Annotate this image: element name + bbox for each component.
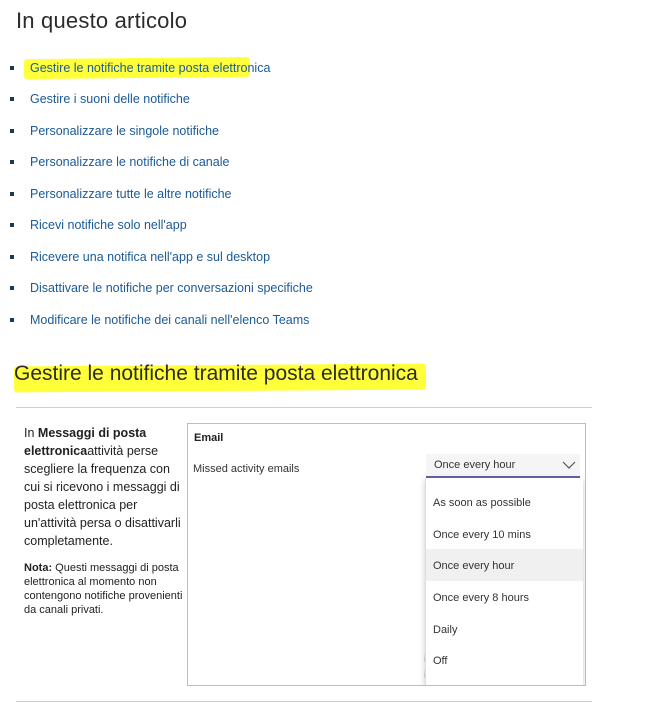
toc-link-app-only[interactable]: Ricevi notifiche solo nell'app xyxy=(30,218,187,232)
bullet-icon xyxy=(10,286,14,290)
bullet-icon xyxy=(10,160,14,164)
option-asap[interactable]: As soon as possible xyxy=(433,497,531,509)
bullet-icon xyxy=(10,255,14,259)
panel-title: Email xyxy=(194,432,224,444)
note-text: Questi messaggi di posta elettronica al momento non contengono notifiche provenienti da canali privati. xyxy=(24,562,183,616)
option-10-mins[interactable]: Once every 10 mins xyxy=(433,529,531,541)
note xyxy=(24,561,184,617)
bullet-icon xyxy=(10,97,14,101)
desc-text: In xyxy=(24,426,38,440)
bullet-icon xyxy=(10,66,14,70)
page-title: In questo articolo xyxy=(16,8,188,33)
dropdown-value: Once every hour xyxy=(434,459,516,471)
section-heading: Gestire le notifiche tramite posta elettronica xyxy=(14,362,418,385)
toc-link-teams-list[interactable]: Modificare le notifiche dei canali nell'elenco Teams xyxy=(30,313,310,327)
toc-link-other[interactable]: Personalizzare tutte le altre notifiche xyxy=(30,187,232,201)
toc-link-mute[interactable]: Disattivare le notifiche per conversazioni specifiche xyxy=(30,281,313,295)
desc-text: attività perse scegliere la frequenza con cui si ricevono i messaggi di posta elettronica per un'attività persa o disattivarli completamente. xyxy=(24,444,181,548)
toc-link-sounds[interactable]: Gestire i suoni delle notifiche xyxy=(30,92,190,106)
bullet-icon xyxy=(10,129,14,133)
settings-screenshot xyxy=(187,423,586,686)
option-off[interactable]: Off xyxy=(433,655,448,667)
frequency-dropdown[interactable] xyxy=(426,454,580,478)
bullet-icon xyxy=(10,223,14,227)
bullet-icon xyxy=(10,192,14,196)
option-daily[interactable]: Daily xyxy=(433,624,458,636)
toc-link-app-desktop[interactable]: Ricevere una notifica nell'app e sul desktop xyxy=(30,250,271,264)
dropdown-menu xyxy=(425,478,583,686)
option-every-hour[interactable]: Once every hour xyxy=(426,549,583,581)
divider xyxy=(16,701,592,702)
toc-link-email[interactable]: Gestire le notifiche tramite posta elettronica xyxy=(30,61,271,75)
section-description xyxy=(24,424,184,550)
divider xyxy=(16,407,592,408)
toc-link-single[interactable]: Personalizzare le singole notifiche xyxy=(30,124,219,138)
desc-bold: Messaggi di posta elettronica xyxy=(24,426,147,458)
bullet-icon xyxy=(10,318,14,322)
note-label: Nota: xyxy=(24,562,53,574)
toc-link-channel[interactable]: Personalizzare le notifiche di canale xyxy=(30,155,230,169)
option-8-hours[interactable]: Once every 8 hours xyxy=(433,592,529,604)
chevron-down-icon xyxy=(562,459,576,471)
missed-activity-label: Missed activity emails xyxy=(193,463,300,475)
